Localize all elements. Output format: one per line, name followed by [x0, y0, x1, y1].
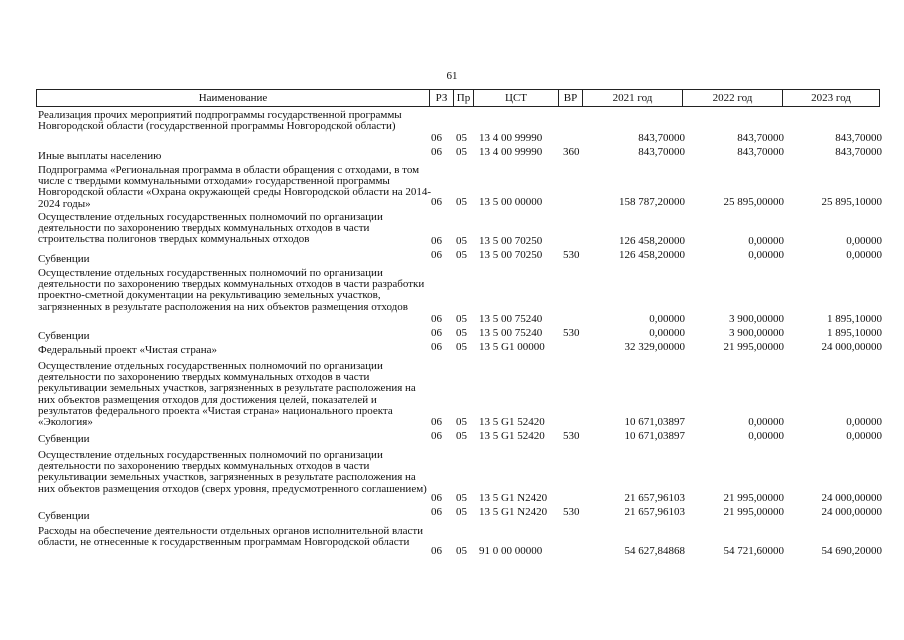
cell-2021: 158 787,20000 [619, 196, 685, 208]
cell-cst: 13 4 00 99990 [479, 132, 543, 144]
table-row [0, 327, 904, 339]
cell-2021: 54 627,84868 [624, 545, 685, 557]
cell-cst: 13 5 G1 N2420 [479, 506, 548, 518]
cell-2022: 21 995,00000 [723, 341, 784, 353]
cell-rz: 06 [431, 235, 442, 247]
cell-2021: 843,70000 [638, 146, 685, 158]
cell-pr: 05 [456, 196, 467, 208]
cell-vr: 530 [563, 430, 580, 442]
cell-2023: 1 895,10000 [827, 313, 882, 325]
cell-vr: 530 [563, 506, 580, 518]
table-row [0, 196, 904, 208]
row-name: Подпрограмма «Региональная программа в области обращения с отходами, в том числе с твердыми коммунальными отходами» государственной программы Новгородской области «Охрана окружающей среды Новгородской области на 2014-2024 годы» [38, 164, 432, 210]
cell-2021: 21 657,96103 [624, 492, 685, 504]
cell-rz: 06 [431, 416, 442, 428]
header-2021: 2021 год [582, 90, 682, 106]
cell-2021: 843,70000 [638, 132, 685, 144]
cell-rz: 06 [431, 430, 442, 442]
cell-rz: 06 [431, 132, 442, 144]
cell-2023: 0,00000 [846, 416, 882, 428]
page-number: 61 [446, 70, 458, 82]
cell-cst: 13 5 00 00000 [479, 196, 543, 208]
cell-cst: 13 5 00 70250 [479, 235, 543, 247]
table-row [0, 341, 904, 353]
cell-vr: 530 [563, 249, 580, 261]
cell-pr: 05 [456, 249, 467, 261]
cell-cst: 13 5 G1 52420 [479, 416, 545, 428]
table-row [0, 506, 904, 518]
cell-pr: 05 [456, 235, 467, 247]
cell-2023: 54 690,20000 [821, 545, 882, 557]
cell-rz: 06 [431, 506, 442, 518]
header-2022: 2022 год [682, 90, 782, 106]
cell-2022: 843,70000 [737, 146, 784, 158]
row-name: Федеральный проект «Чистая страна» [38, 344, 217, 356]
cell-2023: 0,00000 [846, 430, 882, 442]
cell-pr: 05 [456, 341, 467, 353]
cell-2021: 21 657,96103 [624, 506, 685, 518]
cell-rz: 06 [431, 341, 442, 353]
row-name: Реализация прочих мероприятий подпрограммы государственной программы Новгородской области (государственной программы Новгородской области) [38, 109, 402, 133]
cell-cst: 13 5 00 70250 [479, 249, 543, 261]
cell-pr: 05 [456, 492, 467, 504]
cell-2023: 1 895,10000 [827, 327, 882, 339]
table-row [0, 146, 904, 158]
header-pr: Пр [453, 90, 473, 106]
cell-2021: 10 671,03897 [624, 430, 685, 442]
table-row [0, 545, 904, 557]
cell-pr: 05 [456, 545, 467, 557]
table-row [0, 249, 904, 261]
cell-2023: 843,70000 [835, 146, 882, 158]
cell-2023: 25 895,10000 [821, 196, 882, 208]
row-name: Осуществление отдельных государственных полномочий по организации деятельности по захоронению твердых коммунальных отходов в части рекультивации земельных участков, загрязненных в результате расположения на них объектов размещения отходов для достижения целей, показателей и результатов федерального проекта «Чистая страна» национального проекта «Экология» [38, 360, 416, 429]
cell-2022: 54 721,60000 [723, 545, 784, 557]
cell-2023: 0,00000 [846, 235, 882, 247]
cell-vr: 360 [563, 146, 580, 158]
table-row [0, 313, 904, 325]
cell-cst: 91 0 00 00000 [479, 545, 543, 557]
cell-2021: 126 458,20000 [619, 249, 685, 261]
table-row [0, 492, 904, 504]
cell-cst: 13 5 G1 52420 [479, 430, 545, 442]
cell-2022: 3 900,00000 [729, 313, 784, 325]
cell-cst: 13 5 G1 N2420 [479, 492, 548, 504]
cell-cst: 13 5 00 75240 [479, 313, 543, 325]
cell-cst: 13 4 00 99990 [479, 146, 543, 158]
cell-2022: 3 900,00000 [729, 327, 784, 339]
header-rz: РЗ [429, 90, 453, 106]
row-name: Субвенции [38, 433, 90, 445]
cell-pr: 05 [456, 313, 467, 325]
cell-2023: 24 000,00000 [821, 506, 882, 518]
cell-cst: 13 5 00 75240 [479, 327, 543, 339]
header-name: Наименование [198, 92, 268, 104]
cell-2022: 843,70000 [737, 132, 784, 144]
row-name: Субвенции [38, 253, 90, 265]
cell-vr: 530 [563, 327, 580, 339]
cell-2023: 843,70000 [835, 132, 882, 144]
cell-rz: 06 [431, 327, 442, 339]
row-name: Осуществление отдельных государственных полномочий по организации деятельности по захоронению твердых коммунальных отходов в части разработки проектно-сметной документации на рекультивацию земельных участков, загрязненных в результате расположения на них объектов размещения отходов [38, 267, 425, 313]
cell-cst: 13 5 G1 00000 [479, 341, 545, 353]
table-row [0, 430, 904, 442]
cell-2022: 0,00000 [748, 235, 784, 247]
cell-rz: 06 [431, 492, 442, 504]
cell-pr: 05 [456, 132, 467, 144]
cell-2022: 21 995,00000 [723, 506, 784, 518]
row-name: Субвенции [38, 510, 90, 522]
cell-2022: 21 995,00000 [723, 492, 784, 504]
cell-pr: 05 [456, 430, 467, 442]
row-name: Иные выплаты населению [38, 150, 162, 162]
cell-pr: 05 [456, 327, 467, 339]
cell-pr: 05 [456, 416, 467, 428]
cell-2022: 0,00000 [748, 416, 784, 428]
header-2023: 2023 год [782, 90, 879, 106]
cell-rz: 06 [431, 146, 442, 158]
cell-2021: 0,00000 [649, 313, 685, 325]
header-cst: ЦСТ [473, 90, 558, 106]
row-name: Расходы на обеспечение деятельности отдельных органов исполнительной власти области, не отнесенные к государственным программам Новгородской области [38, 525, 424, 549]
cell-2022: 0,00000 [748, 249, 784, 261]
cell-2022: 25 895,00000 [723, 196, 784, 208]
cell-2021: 0,00000 [649, 327, 685, 339]
row-name: Осуществление отдельных государственных полномочий по организации деятельности по захоронению твердых коммунальных отходов в части строительства полигонов твердых коммунальных отходов [38, 211, 383, 246]
cell-pr: 05 [456, 146, 467, 158]
cell-2021: 10 671,03897 [624, 416, 685, 428]
cell-2023: 24 000,00000 [821, 492, 882, 504]
cell-2023: 24 000,00000 [821, 341, 882, 353]
table-row [0, 132, 904, 144]
cell-rz: 06 [431, 196, 442, 208]
table-row [0, 416, 904, 428]
cell-2021: 32 329,00000 [624, 341, 685, 353]
cell-pr: 05 [456, 506, 467, 518]
cell-2023: 0,00000 [846, 249, 882, 261]
cell-2022: 0,00000 [748, 430, 784, 442]
table-row [0, 235, 904, 247]
row-name: Субвенции [38, 330, 90, 342]
cell-rz: 06 [431, 545, 442, 557]
cell-rz: 06 [431, 249, 442, 261]
header-vr: ВР [558, 90, 582, 106]
cell-rz: 06 [431, 313, 442, 325]
table-header [36, 89, 880, 107]
row-name: Осуществление отдельных государственных полномочий по организации деятельности по захоронению твердых коммунальных отходов в части рекультивации земельных участков, загрязненных в результате расположения на них объектов размещения отходов (сверх уровня, предусмотренного соглашением) [38, 449, 427, 495]
cell-2021: 126 458,20000 [619, 235, 685, 247]
